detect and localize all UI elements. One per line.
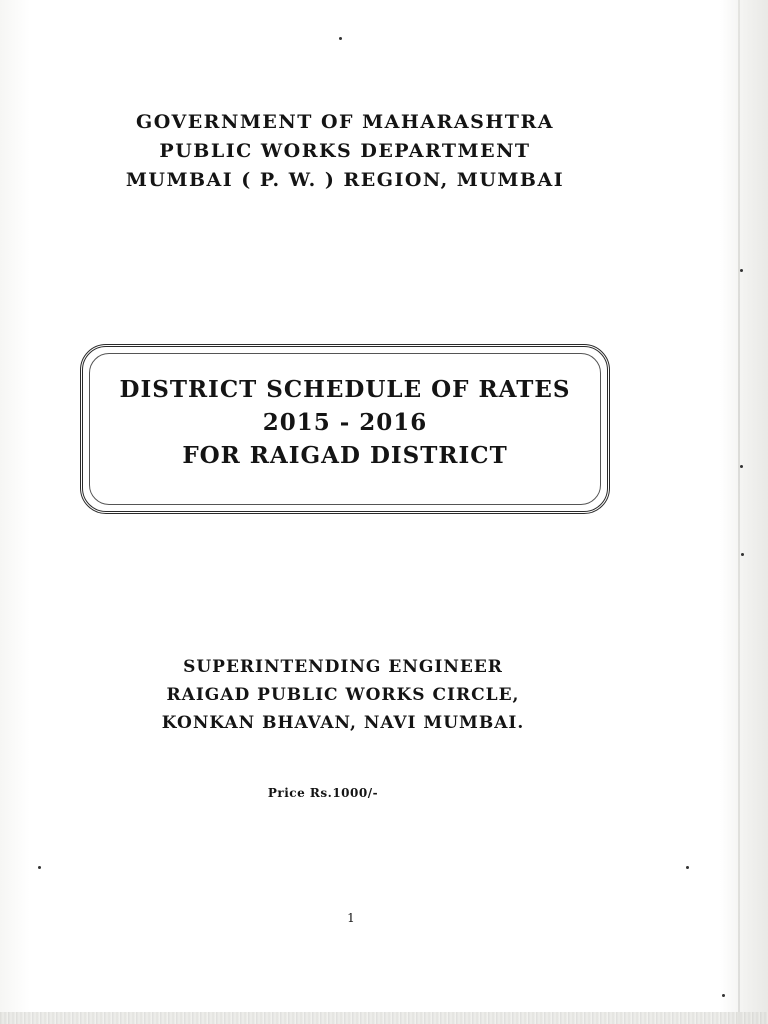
scan-speck <box>741 553 744 556</box>
issuer-line-circle: RAIGAD PUBLIC WORKS CIRCLE, <box>166 685 520 705</box>
scan-speck <box>339 37 342 40</box>
page-bottom-edge <box>0 1012 768 1024</box>
scan-speck <box>722 994 725 997</box>
department-heading <box>0 108 690 195</box>
page-number: 1 <box>347 911 355 925</box>
heading-line-department: PUBLIC WORKS DEPARTMENT <box>159 140 531 162</box>
scan-speck <box>38 866 41 869</box>
price-label: Price Rs.1000/- <box>267 786 379 800</box>
issuer-block <box>0 653 686 737</box>
title-frame <box>80 344 610 514</box>
heading-line-government: GOVERNMENT OF MAHARASHTRA <box>136 111 554 133</box>
title-line-district: FOR RAIGAD DISTRICT <box>182 442 508 469</box>
title-line-year: 2015 - 2016 <box>262 409 428 436</box>
scan-speck <box>686 866 689 869</box>
scan-speck <box>740 269 743 272</box>
title-block <box>83 373 607 472</box>
page-edge-shadow <box>738 0 740 1024</box>
issuer-line-address: KONKAN BHAVAN, NAVI MUMBAI. <box>161 713 525 733</box>
scan-speck <box>740 465 743 468</box>
title-line-schedule: DISTRICT SCHEDULE OF RATES <box>119 376 571 403</box>
heading-line-region: MUMBAI ( P. W. ) REGION, MUMBAI <box>125 169 565 191</box>
issuer-line-title: SUPERINTENDING ENGINEER <box>183 657 503 677</box>
